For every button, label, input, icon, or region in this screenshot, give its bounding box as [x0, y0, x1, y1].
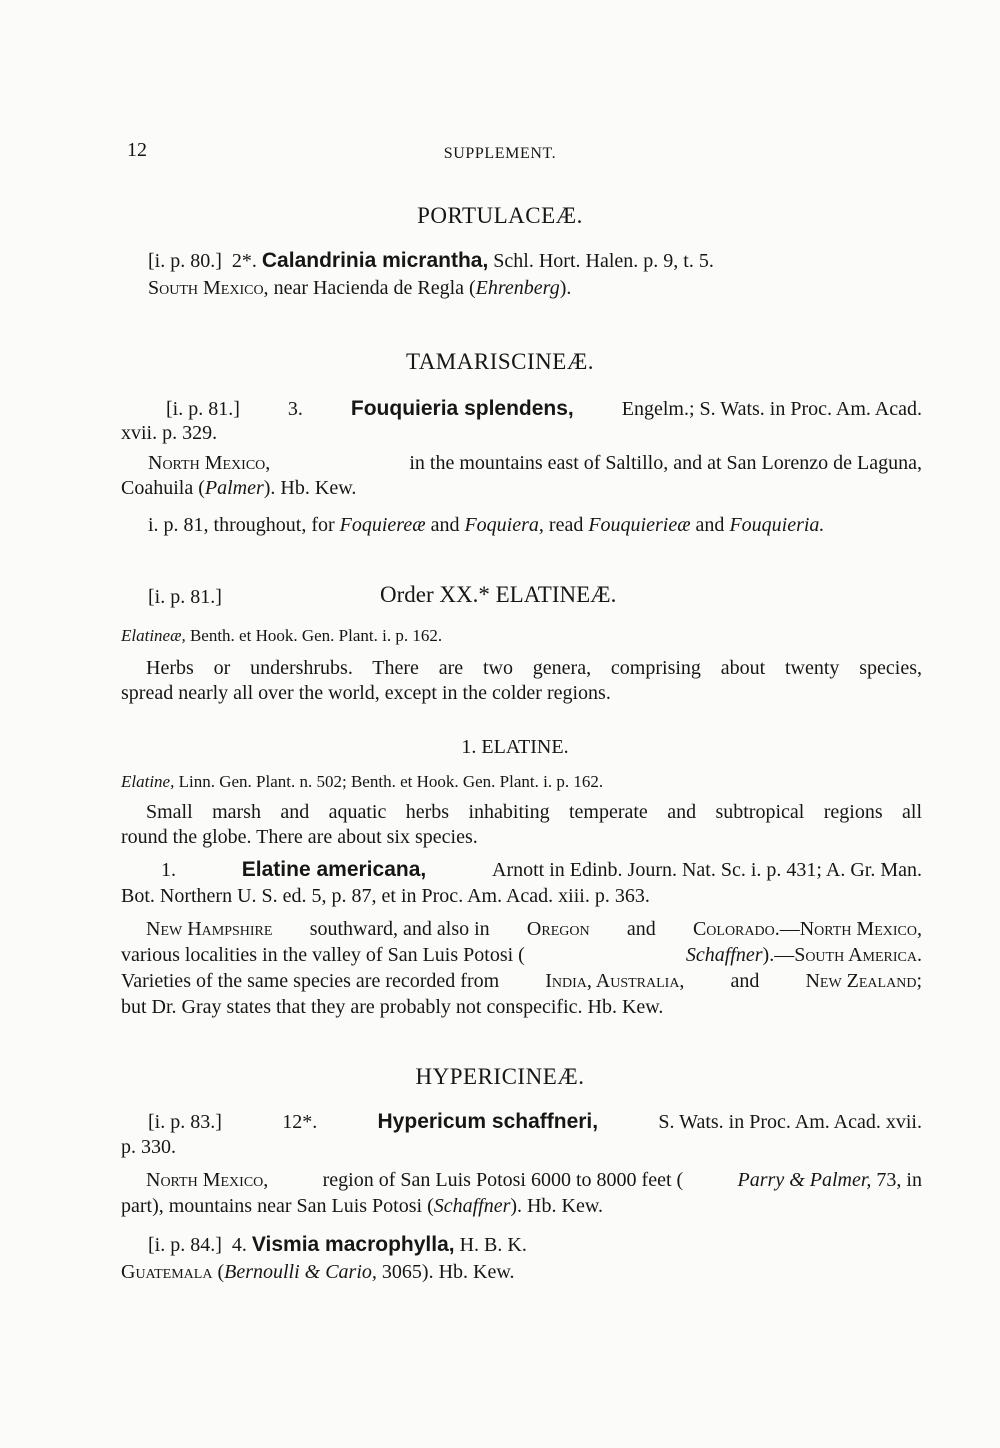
volume-ref: [i. p. 81.] [166, 398, 240, 420]
species-name: Elatine americana, [241, 858, 427, 881]
distribution-continued: various localities in the valley of San Luis Potosi ( Schaffner).—South America. [121, 944, 922, 966]
section-heading: TAMARISCINEÆ. [405, 349, 595, 374]
collector: Ehrenberg [475, 277, 560, 299]
species-entry-hypericum [148, 1110, 922, 1134]
order-ref: [i. p. 81.] [148, 586, 222, 608]
species-entry-elatine [161, 858, 922, 882]
volume-ref: [i. p. 80.] [148, 250, 222, 272]
species-name: Calandrinia micrantha, [261, 249, 489, 272]
species-name: Fouquieria splendens, [350, 397, 574, 420]
authority: S. Wats. in Proc. Am. Acad. xvii. [658, 1111, 922, 1133]
distribution: North Mexico, in the mountains east of Saltillo, and at San Lorenzo de Laguna, [148, 452, 922, 474]
collector: Schaffner [433, 1195, 511, 1217]
volume-ref: [i. p. 84.] [148, 1234, 222, 1256]
authority-continued: xvii. p. 329. [121, 422, 218, 444]
entry-number: 4. [231, 1234, 247, 1256]
distribution: New Hampshire southward, and also in Oregon and Colorado.—North Mexico, [146, 918, 922, 940]
order-description-continued: spread nearly all over the world, except in the colder regions. [121, 682, 611, 704]
collector: Palmer [204, 477, 264, 499]
species-name: Hypericum schaffneri, [377, 1110, 599, 1133]
authority: Engelm.; S. Wats. in Proc. Am. Acad. [621, 398, 922, 420]
page-number: 12 [127, 139, 147, 161]
authority-continued: p. 330. [121, 1136, 176, 1158]
synonymy: Elatine, Linn. Gen. Plant. n. 502; Benth. et Hook. Gen. Plant. i. p. 162. [121, 772, 604, 791]
authority: Schl. Hort. Halen. p. 9, t. 5. [493, 250, 714, 272]
distribution: North Mexico, region of San Luis Potosi 6000 to 8000 feet ( Parry & Palmer, 73, in [146, 1169, 922, 1191]
distribution: Guatemala (Bernoulli & Cario, 3065). Hb. Kew. [121, 1261, 515, 1283]
species-entry-fouquieria [166, 397, 922, 421]
distribution-continued: Varieties of the same species are recorded from India, Australia, and New Zealand; [121, 970, 922, 992]
distribution-continued: but Dr. Gray states that they are probably not conspecific. Hb. Kew. [121, 996, 664, 1018]
genus-description-continued: round the globe. There are about six species. [121, 826, 478, 848]
species-entry-vismia [148, 1233, 527, 1257]
genus-heading: 1. ELATINE. [461, 736, 569, 758]
running-head: SUPPLEMENT. [443, 145, 557, 162]
authority: H. B. K. [459, 1234, 527, 1256]
section-heading: HYPERICINEÆ. [415, 1064, 585, 1089]
order-title: Order XX.* ELATINEÆ. [380, 582, 617, 607]
species-entry-calandrinia [148, 249, 714, 273]
collector: Parry & Palmer, [737, 1169, 872, 1191]
order-description: Herbs or undershrubs. There are two genera, comprising about twenty species, [146, 657, 922, 679]
authority: Arnott in Edinb. Journ. Nat. Sc. i. p. 431; A. Gr. Man. [492, 859, 922, 881]
authority-continued: Bot. Northern U. S. ed. 5, p. 87, et in Proc. Am. Acad. xiii. p. 363. [121, 885, 650, 907]
entry-number: 3. [287, 398, 303, 420]
species-name: Vismia macrophylla, [251, 1233, 455, 1256]
entry-number: 1. [161, 859, 176, 881]
synonymy: Elatineæ, Benth. et Hook. Gen. Plant. i. p. 162. [121, 626, 443, 645]
region: North Mexico, [148, 452, 271, 474]
distribution-continued: part), mountains near San Luis Potosi (Schaffner). Hb. Kew. [121, 1195, 603, 1217]
collector: Bernoulli & Cario, [224, 1261, 377, 1283]
region: South Mexico, [148, 277, 269, 299]
correction-note: i. p. 81, throughout, for Foquiereæ and Foquiera, read Fouquierieæ and Fouquieria. [148, 514, 825, 536]
distribution: South Mexico, near Hacienda de Regla (Ehrenberg). [148, 277, 572, 299]
genus-description: Small marsh and aquatic herbs inhabiting temperate and subtropical regions all [146, 801, 922, 823]
entry-number: 2*. [231, 250, 257, 272]
distribution-continued: Coahuila (Palmer). Hb. Kew. [121, 477, 357, 499]
region: Guatemala [121, 1261, 213, 1283]
entry-number: 12*. [282, 1111, 318, 1133]
volume-ref: [i. p. 83.] [148, 1111, 222, 1133]
region: North Mexico, [146, 1169, 269, 1191]
section-heading: PORTULACEÆ. [417, 203, 583, 228]
